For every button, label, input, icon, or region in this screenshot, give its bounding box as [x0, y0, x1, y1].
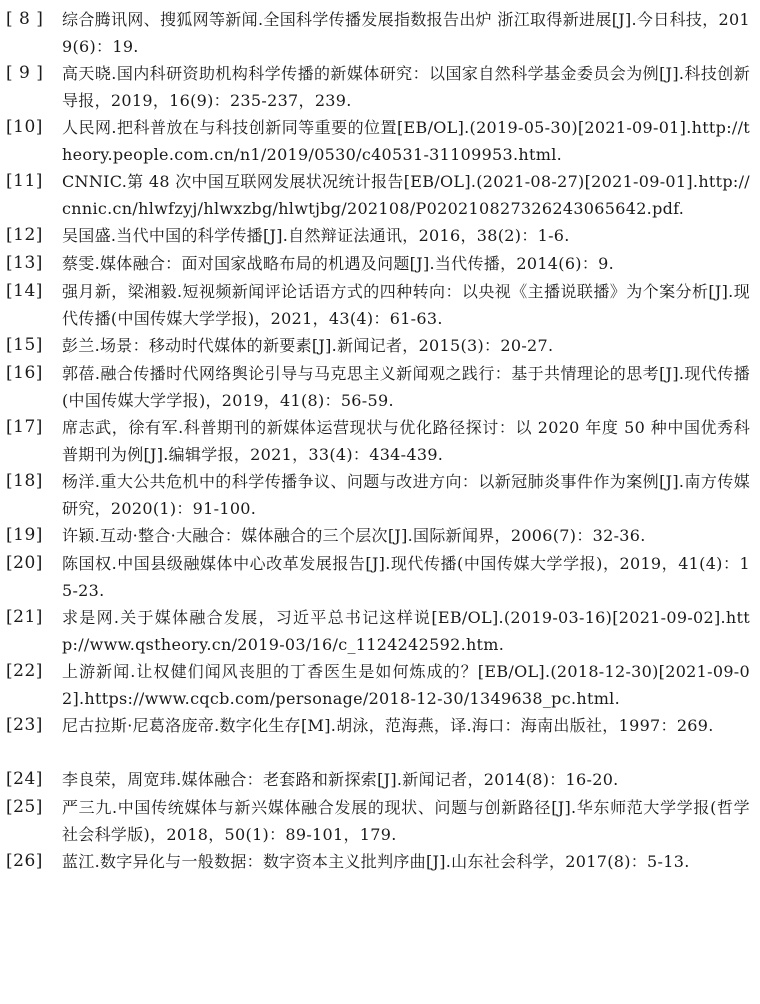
reference-item	[0, 712, 760, 766]
reference-item	[0, 168, 760, 222]
reference-number: [14]	[6, 281, 43, 301]
reference-item	[0, 604, 760, 658]
reference-number: [24]	[6, 769, 43, 789]
reference-text: 蓝江.数字异化与一般数据：数字资本主义批判序曲[J].山东社会科学，2017(8)：5-13.	[62, 852, 690, 871]
reference-item	[0, 332, 760, 360]
reference-item	[0, 848, 760, 902]
reference-number: [13]	[6, 253, 43, 273]
reference-number: [25]	[6, 797, 43, 817]
reference-text: 许颖.互动·整合·大融合：媒体融合的三个层次[J].国际新闻界，2006(7)：32-36.	[62, 526, 646, 545]
reference-item	[0, 360, 760, 414]
reference-number: [18]	[6, 471, 43, 491]
reference-text: 蔡雯.媒体融合：面对国家战略布局的机遇及问题[J].当代传播，2014(6)：9.	[62, 254, 615, 273]
reference-number: [20]	[6, 553, 43, 573]
reference-item	[0, 6, 760, 60]
reference-number: [22]	[6, 661, 43, 681]
reference-text: CNNIC.第 48 次中国互联网发展状况统计报告[EB/OL].(2021-08-27)[2021-09-01].http://cnnic.cn/hlwfzyj/hlwxzbg/hlwtjbg/202108/P020210827326243065642.pdf.	[62, 172, 750, 218]
reference-number: [21]	[6, 607, 43, 627]
reference-item	[0, 414, 760, 468]
reference-text: 陈国权.中国县级融媒体中心改革发展报告[J].现代传播(中国传媒大学学报)，2019，41(4)：15-23.	[62, 554, 750, 600]
reference-item	[0, 794, 760, 848]
reference-number: [11]	[6, 171, 43, 191]
reference-text: 李良荣，周宽玮.媒体融合：老套路和新探索[J].新闻记者，2014(8)：16-20.	[62, 770, 619, 789]
reference-number: [15]	[6, 335, 43, 355]
reference-number: [16]	[6, 363, 43, 383]
reference-text: 上游新闻.让权健们闻风丧胆的丁香医生是如何炼成的？[EB/OL].(2018-12-30)[2021-09-02].https://www.cqcb.com/personage/2018-12-30/1349638_pc.html.	[62, 662, 750, 708]
reference-number: [ 8 ]	[6, 9, 44, 29]
reference-item	[0, 658, 760, 712]
reference-text: 席志武，徐有军.科普期刊的新媒体运营现状与优化路径探讨：以 2020 年度 50 种中国优秀科普期刊为例[J].编辑学报，2021，33(4)：434-439.	[62, 418, 750, 464]
reference-item	[0, 250, 760, 278]
reference-number: [12]	[6, 225, 43, 245]
reference-text: 人民网.把科普放在与科技创新同等重要的位置[EB/OL].(2019-05-30)[2021-09-01].http://theory.people.com.cn/n1/2019/0530/c40531-31109953.html.	[62, 118, 750, 164]
reference-number: [17]	[6, 417, 43, 437]
reference-text: 吴国盛.当代中国的科学传播[J].自然辩证法通讯，2016，38(2)：1-6.	[62, 226, 570, 245]
reference-text: 彭兰.场景：移动时代媒体的新要素[J].新闻记者，2015(3)：20-27.	[62, 336, 554, 355]
reference-text: 求是网.关于媒体融合发展，习近平总书记这样说[EB/OL].(2019-03-16)[2021-09-02].http://www.qstheory.cn/2019-03/16/c_1124242592.htm.	[62, 608, 750, 654]
reference-number: [23]	[6, 715, 43, 735]
reference-number: [19]	[6, 525, 43, 545]
reference-text: 高天晓.国内科研资助机构科学传播的新媒体研究：以国家自然科学基金委员会为例[J].科技创新导报，2019，16(9)：235-237，239.	[62, 64, 750, 110]
reference-text: 强月新，梁湘毅.短视频新闻评论话语方式的四种转向：以央视《主播说联播》为个案分析[J].现代传播(中国传媒大学学报)，2021，43(4)：61-63.	[62, 282, 750, 328]
reference-text: 综合腾讯网、搜狐网等新闻.全国科学传播发展指数报告出炉 浙江取得新进展[J].今日科技，2019(6)：19.	[62, 10, 750, 56]
reference-item	[0, 468, 760, 522]
reference-item	[0, 522, 760, 550]
reference-text: 杨洋.重大公共危机中的科学传播争议、问题与改进方向：以新冠肺炎事件作为案例[J].南方传媒研究，2020(1)：91-100.	[62, 472, 750, 518]
reference-item	[0, 766, 760, 794]
reference-number: [10]	[6, 117, 43, 137]
reference-number: [ 9 ]	[6, 63, 44, 83]
reference-item	[0, 550, 760, 604]
reference-text: 郭蓓.融合传播时代网络舆论引导与马克思主义新闻观之践行：基于共情理论的思考[J].现代传播(中国传媒大学学报)，2019，41(8)：56-59.	[62, 364, 750, 410]
reference-list	[0, 6, 760, 902]
reference-item	[0, 222, 760, 250]
reference-item	[0, 60, 760, 114]
reference-item	[0, 114, 760, 168]
reference-text: 尼古拉斯·尼葛洛庞帝.数字化生存[M].胡泳，范海燕，译.海口：海南出版社，1997：269.	[62, 716, 714, 735]
reference-number: [26]	[6, 851, 43, 871]
reference-text: 严三九.中国传统媒体与新兴媒体融合发展的现状、问题与创新路径[J].华东师范大学学报(哲学社会科学版)，2018，50(1)：89-101，179.	[62, 798, 750, 844]
reference-item	[0, 278, 760, 332]
